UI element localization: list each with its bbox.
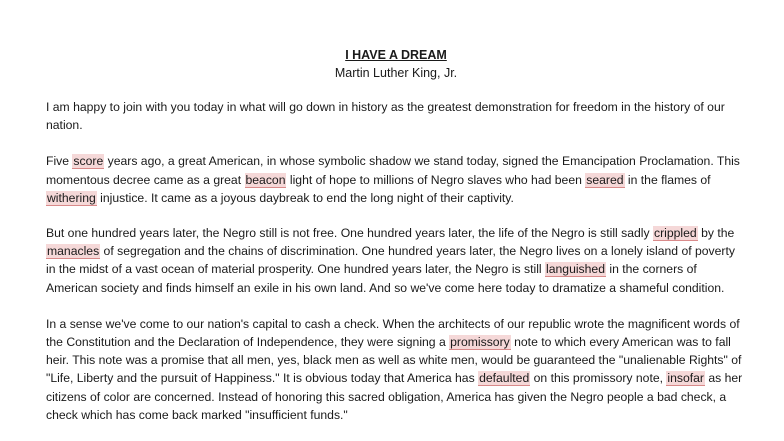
text-segment: on this promissory note, <box>530 371 667 386</box>
paragraph-3 <box>46 224 746 297</box>
highlighted-word: languished <box>546 262 605 277</box>
highlighted-word: defaulted <box>479 371 530 386</box>
highlighted-word: promissory <box>450 335 510 350</box>
highlighted-word: seared <box>586 172 624 187</box>
highlighted-word: insofar <box>667 371 704 386</box>
text-segment: But one hundred years later, the Negro still is not free. One hundred years later, the life of the Negro is still sadly <box>46 226 653 241</box>
text-segment: as her citizens of color are concerned. Instead of honoring this sacred obligation, America has given the Negro people a bad check, a check which has come back marked "insufficient funds." <box>46 371 743 422</box>
text-segment: note to which every American was to fall heir. This note was a promise that all men, yes, black men as well as white men, would be guaranteed the "unalienable Rights" of "Life, Liberty and the pursuit of Happiness." It is obvious today that America has <box>46 335 742 386</box>
text-segment: in the corners of American society and finds himself an exile in his own land. And so we've come here today to dramatize a shameful condition. <box>46 262 725 295</box>
text-segment: light of hope to millions of Negro slaves who had been <box>286 172 586 187</box>
text-segment: injustice. It came as a joyous daybreak to end the long night of their captivity. <box>96 190 514 205</box>
highlighted-word: manacles <box>47 244 100 259</box>
document-title: I HAVE A DREAM <box>345 48 447 62</box>
text-segment: by the <box>697 226 735 241</box>
text-segment: of segregation and the chains of discrimination. One hundred years later, the Negro lives on a lonely island of poverty in the midst of a vast ocean of material prosperity. One hundred years later, the Negro is still <box>46 244 735 277</box>
paragraph-4 <box>46 315 746 424</box>
highlighted-word: crippled <box>654 226 697 241</box>
document-page <box>46 47 746 424</box>
highlighted-word: score <box>73 154 104 169</box>
text-segment: I am happy to join with you today in what will go down in history as the greatest demonstration for freedom in the history of our nation. <box>46 100 725 133</box>
paragraph-2 <box>46 152 746 207</box>
text-segment: Five <box>46 154 73 169</box>
highlighted-word: withering <box>47 190 96 205</box>
text-segment: In a sense we've come to our nation's capital to cash a check. When the architects of our republic wrote the magnificent words of the Constitution and the Declaration of Independence, they were signing a <box>46 316 740 350</box>
document-author: Martin Luther King, Jr. <box>334 66 458 80</box>
text-segment: years ago, a great American, in whose symbolic shadow we stand today, signed the Emancipation Proclamation. This momentous decree came as a great <box>46 154 740 187</box>
paragraph-1 <box>46 98 746 134</box>
text-segment: in the flames of <box>624 172 711 187</box>
highlighted-word: beacon <box>245 172 286 187</box>
